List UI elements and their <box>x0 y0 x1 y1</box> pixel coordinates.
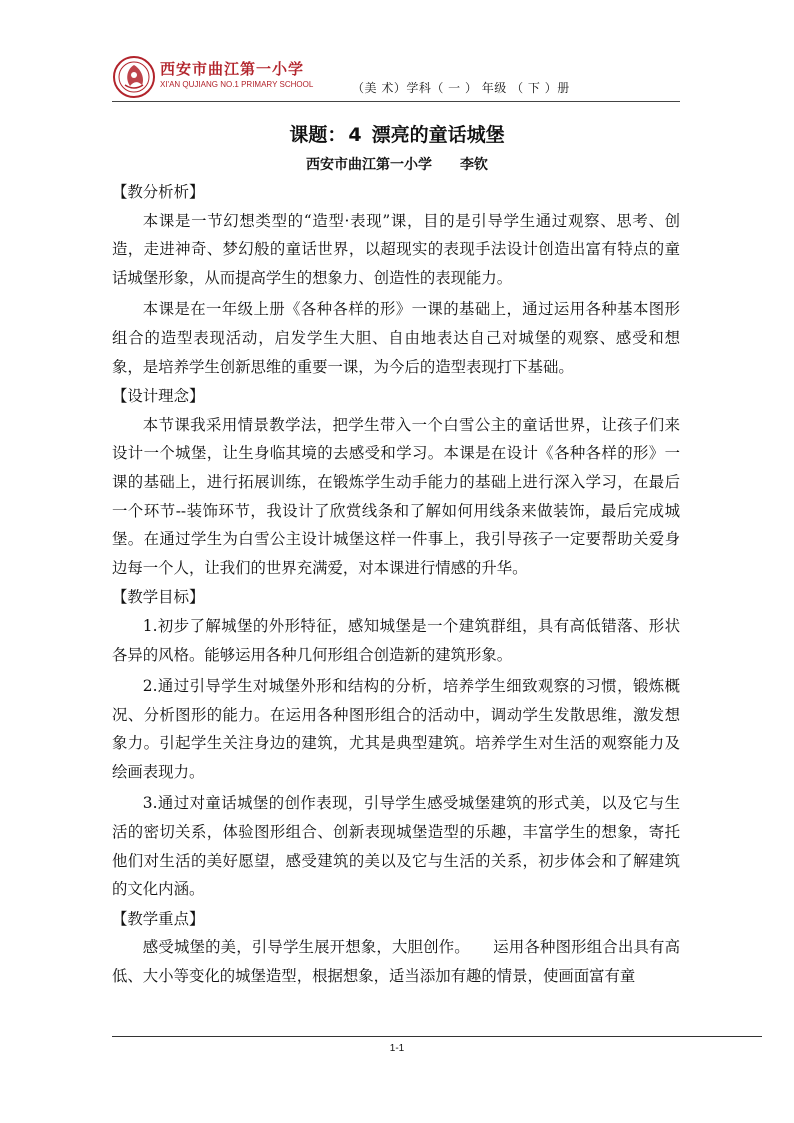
paragraph: 1.初步了解城堡的外形特征，感知城堡是一个建筑群组，具有高低错落、形状各异的风格。能够运用各种几何形组合创造新的建筑形象。 <box>112 616 680 664</box>
paragraph: 2.通过引导学生对城堡外形和结构的分析，培养学生细致观察的习惯，锻炼概况、分析图形的能力。在运用各种图形组合的活动中，调动学生发散思维，激发想象力。引起学生关注身边的建筑，尤其是典型建筑。培养学生对生活的观察能力及绘画表现力。 <box>112 677 680 781</box>
title-name: 漂亮的童话城堡 <box>371 124 505 146</box>
header-divider <box>112 101 680 102</box>
title-number: 4 <box>348 124 362 146</box>
section-heading: 【教分析析】 <box>112 183 205 201</box>
author-name: 李钦 <box>460 157 488 173</box>
footer-divider <box>112 1036 762 1037</box>
school-name-en: XI'AN QUJIANG NO.1 PRIMARY SCHOOL <box>160 80 314 89</box>
title-label: 课题： <box>289 124 347 146</box>
paragraph: 本节课我采用情景教学法，把学生带入一个白雪公主的童话世界，让孩子们来设计一个城堡，让生身临其境的去感受和学习。本课是在设计《各种各样的形》一课的基础上，进行拓展训练，在锻炼学生动手能力的基础上进行深入学习，在最后一个环节--装饰环节，我设计了欣赏线条和了解如何用线条来做装饰，最后完成城堡。在通过学生为白雪公主设计城堡这样一件事上，我引导孩子一定要帮助关爱身边每一个人，让我们的世界充满爱，对本课进行情感的升华。 <box>112 415 680 577</box>
school-emblem-icon <box>112 55 156 99</box>
paragraph: 3.通过对童话城堡的创作表现，引导学生感受城堡建筑的形式美，以及它与生活的密切关系，体验图形组合、创新表现城堡造型的乐趣，丰富学生的想象，寄托他们对生活的美好愿望，感受建筑的美以及它与生活的关系，初步体会和了解建筑的文化内涵。 <box>112 794 680 899</box>
document-body <box>112 178 680 994</box>
paragraph: 感受城堡的美，引导学生展开想象，大胆创作。 运用各种图形组合出具有高低、大小等变化的城堡造型，根据想象，适当添加有趣的情景，使画面富有童 <box>112 938 680 986</box>
author-line <box>0 154 794 174</box>
section-heading: 【设计理念】 <box>112 387 205 406</box>
paragraph: 本课是一节幻想类型的“造型·表现”课，目的是引导学生通过观察、思考、创造，走进神奇、梦幻般的童话世界，以超现实的表现手法设计创造出富有特点的童话城堡形象，从而提高学生的想象力、创造性的表现能力。 <box>112 211 680 287</box>
section-heading: 【教学重点】 <box>112 909 205 928</box>
subject-grade-line: （美 术）学科（ 一 ） 年级 （ 下 ）册 <box>352 81 570 95</box>
page-number: 1-1 <box>389 1043 405 1054</box>
paragraph: 本课是在一年级上册《各种各样的形》一课的基础上，通过运用各种基本图形组合的造型表现活动，启发学生大胆、自由地表达自己对城堡的观察、感受和想象，是培养学生创新思维的重要一课，为今后的造型表现打下基础。 <box>112 300 680 376</box>
author-school: 西安市曲江第一小学 <box>306 157 432 173</box>
section-heading: 【教学目标】 <box>112 588 205 607</box>
lesson-title <box>0 120 794 147</box>
school-name-cn: 西安市曲江第一小学 <box>160 60 305 78</box>
